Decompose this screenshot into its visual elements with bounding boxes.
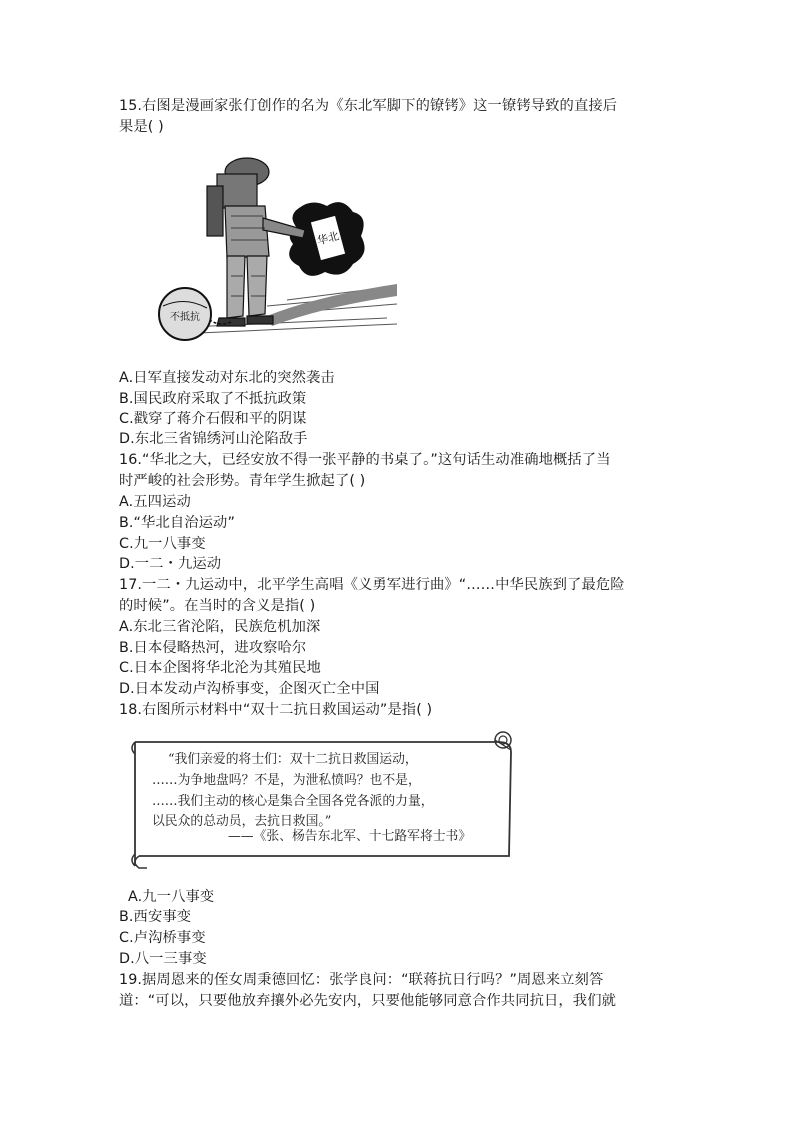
q15-option-c: C.戳穿了蒋介石假和平的阴谋 bbox=[119, 411, 307, 427]
q19-stem-line2: 道：“可以，只要他放弃攘外必先安内，只要他能够同意合作共同抗日，我们就 bbox=[119, 993, 616, 1009]
cartoon-ball-label: 不抵抗 bbox=[170, 312, 200, 323]
q18-scroll-source: ——《张、杨告东北军、十七路军将士书》 bbox=[228, 829, 472, 844]
q18-option-b: B.西安事变 bbox=[119, 909, 192, 925]
q15-option-b: B.国民政府采取了不抵抗政策 bbox=[119, 391, 307, 407]
q17-option-b: B.日本侵略热河，进攻察哈尔 bbox=[119, 640, 307, 656]
q18-option-c: C.卢沟桥事变 bbox=[119, 930, 206, 946]
q17-stem-line2: 的时候”。在当时的含义是指( ) bbox=[119, 598, 316, 614]
cartoon-bag-label: 华北 bbox=[315, 229, 341, 248]
q18-scroll-line2: ……为争地盘吗？不是，为泄私愤吗？也不是， bbox=[152, 773, 421, 788]
q19-stem-line1: 19.据周恩来的侄女周秉德回忆：张学良问：“联蒋抗日行吗？”周恩来立刻答 bbox=[119, 972, 604, 988]
q18-stem: 18.右图所示材料中“双十二抗日救国运动”是指( ) bbox=[119, 702, 433, 718]
q18-option-a: A.九一八事变 bbox=[128, 889, 215, 905]
q17-option-a: A.东北三省沦陷，民族危机加深 bbox=[119, 619, 321, 635]
q18-scroll-line1: “我们亲爱的将士们：双十二抗日救国运动， bbox=[168, 752, 418, 767]
q16-stem-line1: 16.“华北之大，已经安放不得一张平静的书桌了。”这句话生动准确地概括了当 bbox=[119, 452, 611, 468]
q17-option-c: C.日本企图将华北沦为其殖民地 bbox=[119, 660, 321, 676]
q15-option-d: D.东北三省锦绣河山沦陷敌手 bbox=[119, 431, 308, 447]
q18-scroll-line3: ……我们主动的核心是集合全国各党各派的力量， bbox=[152, 794, 434, 809]
q15-stem-line1: 15.右图是漫画家张仃创作的名为《东北军脚下的镣铐》这一镣铐导致的直接后 bbox=[119, 98, 618, 114]
q16-option-c: C.九一八事变 bbox=[119, 536, 206, 552]
q16-option-a: A.五四运动 bbox=[119, 494, 191, 510]
q18-option-d: D.八一三事变 bbox=[119, 951, 207, 967]
q15-stem-line2: 果是( ) bbox=[119, 119, 164, 135]
q16-option-b: B.“华北自治运动” bbox=[119, 515, 235, 531]
q17-option-d: D.日本发动卢沟桥事变，企图灭亡全中国 bbox=[119, 681, 380, 697]
q16-stem-line2: 时严峻的社会形势。青年学生掀起了( ) bbox=[119, 473, 366, 489]
q17-stem-line1: 17.一二・九运动中，北平学生高唱《义勇军进行曲》“……中华民族到了最危险 bbox=[119, 577, 625, 593]
q16-option-d: D.一二・九运动 bbox=[119, 556, 222, 572]
q18-scroll-line4: 以民众的总动员，去抗日救国。” bbox=[152, 814, 332, 829]
q15-option-a: A.日军直接发动对东北的突然袭击 bbox=[119, 370, 335, 386]
q15-cartoon-image bbox=[147, 146, 403, 352]
